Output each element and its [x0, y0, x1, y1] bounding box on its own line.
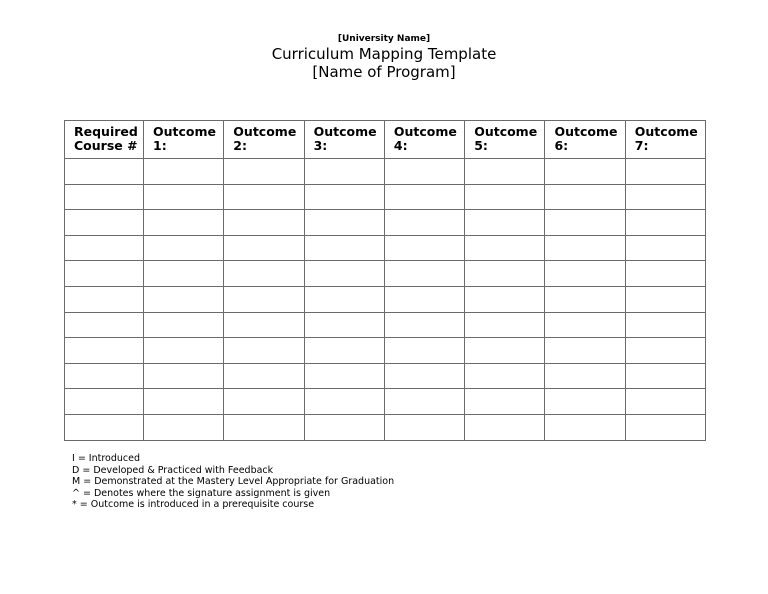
table-cell[interactable] — [144, 286, 224, 312]
table-cell[interactable] — [144, 338, 224, 364]
table-cell[interactable] — [545, 184, 625, 210]
table-cell[interactable] — [144, 235, 224, 261]
table-cell[interactable] — [384, 414, 464, 440]
table-row — [65, 414, 706, 440]
table-cell[interactable] — [545, 210, 625, 236]
header-line: Outcome — [153, 124, 217, 139]
header-line: 1: — [153, 138, 167, 153]
table-cell[interactable] — [384, 312, 464, 338]
table-cell[interactable] — [304, 261, 384, 287]
table-cell[interactable] — [304, 389, 384, 415]
legend-item-introduced: I = Introduced — [72, 453, 141, 464]
table-cell[interactable] — [304, 363, 384, 389]
table-cell[interactable] — [304, 414, 384, 440]
header-line: Outcome — [554, 124, 618, 139]
column-header-outcome-6 — [545, 121, 625, 159]
table-cell[interactable] — [384, 363, 464, 389]
table-cell[interactable] — [65, 312, 144, 338]
table-cell[interactable] — [545, 363, 625, 389]
header-line: 5: — [474, 138, 488, 153]
table-row — [65, 312, 706, 338]
table-cell[interactable] — [465, 159, 545, 185]
table-row — [65, 389, 706, 415]
table-cell[interactable] — [384, 184, 464, 210]
table-cell[interactable] — [545, 389, 625, 415]
table-row — [65, 184, 706, 210]
header-line: 3: — [313, 138, 328, 153]
table-cell[interactable] — [224, 363, 304, 389]
table-cell[interactable] — [224, 389, 304, 415]
table-cell[interactable] — [144, 159, 224, 185]
table-cell[interactable] — [144, 389, 224, 415]
table-cell[interactable] — [65, 286, 144, 312]
table-cell[interactable] — [384, 261, 464, 287]
table-cell[interactable] — [224, 184, 304, 210]
table-cell[interactable] — [144, 414, 224, 440]
table-cell[interactable] — [384, 159, 464, 185]
header-line: Outcome — [474, 124, 538, 139]
table-cell[interactable] — [465, 235, 545, 261]
table-cell[interactable] — [65, 159, 144, 185]
curriculum-map-table — [64, 120, 706, 441]
table-cell[interactable] — [625, 312, 705, 338]
table-cell[interactable] — [65, 363, 144, 389]
header-line: Outcome — [233, 124, 297, 139]
table-cell[interactable] — [224, 414, 304, 440]
table-row — [65, 261, 706, 287]
column-header-outcome-5 — [465, 121, 545, 159]
table-cell[interactable] — [545, 312, 625, 338]
column-header-outcome-4 — [384, 121, 464, 159]
table-cell[interactable] — [625, 159, 705, 185]
legend-item-signature: ^ = Denotes where the signature assignment is given — [72, 487, 331, 499]
table-cell[interactable] — [625, 338, 705, 364]
table-cell[interactable] — [224, 235, 304, 261]
table-header-row — [65, 121, 706, 159]
header-line: Course # — [74, 138, 138, 153]
table-cell[interactable] — [65, 210, 144, 236]
table-cell[interactable] — [545, 159, 625, 185]
table-cell[interactable] — [304, 184, 384, 210]
table-cell[interactable] — [384, 210, 464, 236]
document-title: Curriculum Mapping Template — [271, 45, 497, 63]
table-cell[interactable] — [465, 210, 545, 236]
column-header-outcome-3 — [304, 121, 384, 159]
university-name: [University Name] — [337, 34, 431, 44]
table-cell[interactable] — [224, 261, 304, 287]
table-cell[interactable] — [144, 261, 224, 287]
header-line: Outcome — [313, 124, 377, 139]
table-cell[interactable] — [304, 235, 384, 261]
table-cell[interactable] — [144, 210, 224, 236]
table-cell[interactable] — [65, 235, 144, 261]
table-cell[interactable] — [384, 338, 464, 364]
table-cell[interactable] — [625, 210, 705, 236]
table-cell[interactable] — [224, 312, 304, 338]
header-line: Required — [74, 124, 138, 139]
table-cell[interactable] — [465, 363, 545, 389]
table-row — [65, 235, 706, 261]
table-cell[interactable] — [625, 389, 705, 415]
table-row — [65, 338, 706, 364]
table-cell[interactable] — [625, 414, 705, 440]
table-cell[interactable] — [304, 312, 384, 338]
table-cell[interactable] — [625, 235, 705, 261]
column-header-outcome-7 — [625, 121, 705, 159]
table-cell[interactable] — [65, 414, 144, 440]
table-cell[interactable] — [65, 389, 144, 415]
table-cell[interactable] — [465, 389, 545, 415]
table-row — [65, 286, 706, 312]
table-cell[interactable] — [144, 184, 224, 210]
table-cell[interactable] — [465, 338, 545, 364]
table-cell[interactable] — [384, 235, 464, 261]
table-cell[interactable] — [304, 210, 384, 236]
header-line: 4: — [393, 138, 408, 153]
program-name: [Name of Program] — [312, 63, 456, 81]
table-cell[interactable] — [625, 286, 705, 312]
table-cell[interactable] — [545, 286, 625, 312]
table-cell[interactable] — [465, 184, 545, 210]
table-row — [65, 159, 706, 185]
legend-item-mastery: M = Demonstrated at the Mastery Level Appropriate for Graduation — [72, 476, 395, 488]
column-header-outcome-2 — [224, 121, 304, 159]
table-cell[interactable] — [224, 338, 304, 364]
table-cell[interactable] — [625, 363, 705, 389]
table-cell[interactable] — [625, 261, 705, 287]
table-cell[interactable] — [224, 286, 304, 312]
table-cell[interactable] — [625, 184, 705, 210]
column-header-required-course — [65, 121, 144, 159]
table-cell[interactable] — [465, 312, 545, 338]
table-cell[interactable] — [144, 363, 224, 389]
table-cell[interactable] — [384, 389, 464, 415]
table-cell[interactable] — [545, 235, 625, 261]
table-cell[interactable] — [465, 414, 545, 440]
header-line: 7: — [634, 138, 649, 153]
table-cell[interactable] — [304, 338, 384, 364]
column-header-outcome-1 — [144, 121, 224, 159]
header-line: 6: — [554, 138, 569, 153]
table-cell[interactable] — [465, 261, 545, 287]
header-line: Outcome — [634, 124, 698, 139]
table-row — [65, 210, 706, 236]
table-cell[interactable] — [65, 338, 144, 364]
table-cell[interactable] — [545, 261, 625, 287]
table-cell[interactable] — [65, 184, 144, 210]
table-cell[interactable] — [144, 312, 224, 338]
table-row — [65, 363, 706, 389]
table-cell[interactable] — [384, 286, 464, 312]
header-line: 2: — [233, 138, 247, 153]
table-cell[interactable] — [65, 261, 144, 287]
table-cell[interactable] — [224, 210, 304, 236]
legend-item-developed: D = Developed & Practiced with Feedback — [72, 464, 274, 476]
table-cell[interactable] — [545, 414, 625, 440]
table-cell[interactable] — [545, 338, 625, 364]
table-cell[interactable] — [465, 286, 545, 312]
legend-item-prerequisite: * = Outcome is introduced in a prerequisite course — [72, 499, 315, 511]
table-cell[interactable] — [304, 286, 384, 312]
header-line: Outcome — [393, 124, 457, 139]
table-cell[interactable] — [304, 159, 384, 185]
legend — [72, 453, 394, 511]
table-cell[interactable] — [224, 159, 304, 185]
